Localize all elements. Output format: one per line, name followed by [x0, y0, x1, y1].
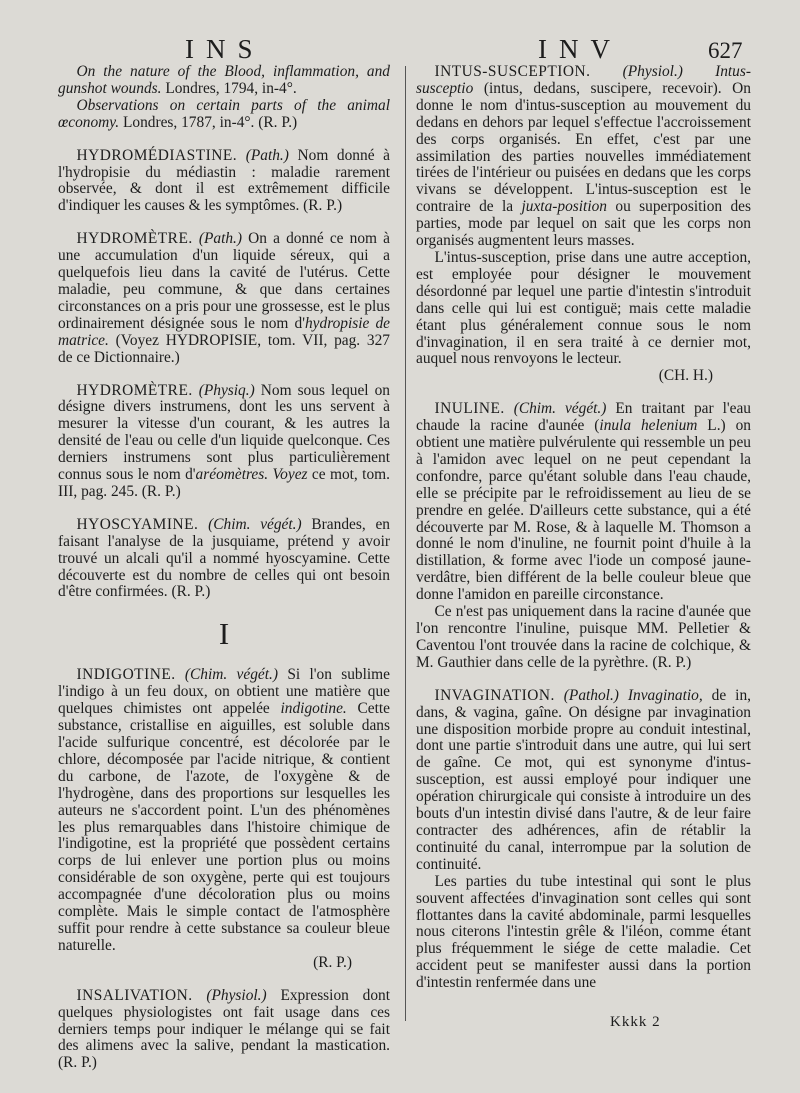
entry-hydromediastine: HYDROMÉDIASTINE. (Path.) Nom donné à l'hydropisie du médiastin : maladie rarement observée, & dont il est extrêmement difficile d'indiquer les causes & les symptômes. (R. P.)	[58, 146, 390, 215]
page-number: 627	[708, 38, 743, 63]
header-right: INV	[538, 34, 622, 64]
reference-2: Observations on certain parts of the animal œconomy. Londres, 1787, in-4°. (R. P.)	[58, 96, 390, 131]
reference-continuation	[58, 64, 390, 132]
headword: HYDROMÉDIASTINE.	[76, 146, 238, 164]
entry-intus-susception: INTUS-SUSCEPTION. (Physiol.) Intus-susceptio (intus, dedans, suscipere, recevoir). On donne le nom d'intus-susception au mouvement du dedans en dehors par lequel s'effectue l'accroissement des corps organisés. En effet, c'est par une assimilation des parties nouvelles immédiatement tirées de l'intérieur ou puisées en dedans que les corps vivans se développent. L'intus-susception est le contraire de la juxta-position ou superposition des parties, mode par lequel on sait que les corps non organisés augmentent leurs masses. L'intus-susception, prise dans une autre acception, est employée pour désigner le mouvement désordonné par lequel une partie d'intestin s'introduit dans celle qui lui est contiguë; mais cette maladie étant plus généralement connue sous le nom d'invagination, il en sera traité à ce dernier mot, auquel nous renvoyons le lecteur. (CH. H.)	[416, 63, 751, 385]
entry-inuline: INULINE. (Chim. végét.) En traitant par l'eau chaude la racine d'aunée (inula helenium L.) on obtient une matière pulvérulente qui ressemble un peu à l'amidon avec lequel on ne peut cependant la confondre, parce qu'étant soluble dans l'eau chaude, elle se précipite par le refroidissement au lieu de se prendre en gelée. D'ailleurs cette substance, qui a été découverte par M. Rose, & à laquelle M. Thomson a donné le nom d'inuline, ne fournit point d'huile à la distillation, & forme avec l'iode un composé jaune-verdâtre, bien différent de la belle couleur bleue que donne l'amidon en pareille circonstance. Ce n'est pas uniquement dans la racine d'aunée que l'on rencontre l'inuline, puisque MM. Pelletier & Caventou l'ont trouvée dans la racine de colchique, & M. Gauthier dans celle de la pyrèthre. (R. P.)	[416, 400, 752, 671]
entry-indigotine: INDIGOTINE. (Chim. végét.) Si l'on sublime l'indigo à un feu doux, on obtient une matière que quelques chimistes ont appelée indigotine. Cette substance, cristallise en aiguilles, est soluble dans l'acide sulfurique concentré, est décolorée par le chlore, décomposée par l'acide nitrique, & contient du carbone, de l'azote, de l'oxygène & de l'hydrogène, dans des proportions sur lesquelles les auteurs ne s'accordent point. L'un des phénomènes les plus remarquables dans l'histoire chimique de l'indigotine, est la propriété que possèdent certains corps de lui enlever une portion plus ou moins considérable de son oxygène, perte qui est toujours accompagnée d'une décoloration plus ou moins complète. Mais le simple contact de l'atmosphère suffit pour rendre à cette substance sa couleur bleue naturelle. (R. P.)	[58, 666, 390, 971]
headword: INVAGINATION.	[434, 686, 555, 704]
left-column	[58, 64, 390, 1088]
signature: (CH. H.)	[658, 367, 713, 385]
reference-1: On the nature of the Blood, inflammation, and gunshot wounds. Londres, 1794, in-4°.	[58, 63, 390, 97]
entry-hydrometre-physique: HYDROMÈTRE. (Physiq.) Nom sous lequel on désigne divers instrumens, dont les uns servent à mesurer la vitesse d'un courant, & les autres la densité de l'eau ou celle d'un liquide quelconque. Ces derniers instrumens sont plus particulièrement connus sous le nom d'aréomètres. Voyez ce mot, tom. III, pag. 245. (R. P.)	[58, 381, 390, 500]
headword: INSALIVATION.	[76, 986, 193, 1004]
headword: INULINE.	[434, 400, 505, 418]
headword: HYDROMÈTRE.	[76, 230, 193, 248]
paragraph: L'intus-susception, prise dans une autre acception, est employée pour désigner le mouvement désordonné par lequel une partie d'intestin s'introduit dans celle qui lui est contiguë; mais cette maladie étant plus généralement connue sous le nom d'invagination, il en sera traité à ce dernier mot, auquel nous renvoyons le lecteur.	[416, 248, 751, 368]
headword: HYOSCYAMINE.	[76, 515, 199, 533]
catchword: Kkkk 2	[610, 1014, 661, 1030]
paragraph: Les parties du tube intestinal qui sont le plus souvent affectées d'invagination sont celles qui sont flottantes dans la cavité abdominale, parmi lesquelles nous citerons l'intestin grêle & l'iléon, comme étant plus fréquemment le siége de cette maladie. Cet accident peut se manifester aussi dans la portion d'intestin renfermée dans une	[416, 872, 751, 992]
headword: INTUS-SUSCEPTION.	[434, 63, 591, 80]
column-rule	[405, 66, 406, 1021]
headword: INDIGOTINE.	[76, 666, 176, 684]
signature: (R. P.)	[313, 953, 352, 971]
entry-hydrometre: HYDROMÈTRE. (Path.) On a donné ce nom à une accumulation d'un liquide séreux, qui a quelquefois lieu dans la cavité de l'utérus. Cette maladie, peu commune, & que dans certaines circonstances on a pris pour une grossesse, est le plus ordinairement désignée sous le nom d'hydropisie de matrice. (Voyez HYDROPISIE, tom. VII, pag. 327 de ce Dictionnaire.)	[58, 230, 390, 366]
headword: HYDROMÈTRE.	[76, 381, 193, 399]
right-column	[416, 64, 751, 1008]
entry-hyoscyamine: HYOSCYAMINE. (Chim. végét.) Brandes, en faisant l'analyse de la jusquiame, prétend y avoir trouvé un alcali qu'il a nommé hyoscyamine. Cette découverte est du nombre de celles qui ont besoin d'être confirmées. (R. P.)	[58, 515, 390, 601]
paragraph: Ce n'est pas uniquement dans la racine d'aunée que l'on rencontre l'inuline, puisque MM. Pelletier & Caventou l'ont trouvée dans la racine de colchique, & M. Gauthier dans celle de la pyrèthre. (R. P.)	[416, 603, 751, 671]
section-letter: I	[218, 616, 230, 652]
entry-insalivation: INSALIVATION. (Physiol.) Expression dont quelques physiologistes ont fait usage dans ces derniers temps pour indiquer le mélange qui se fait des alimens avec la salive, pendant la mastication. (R. P.)	[58, 986, 390, 1072]
header-left: INS	[185, 34, 265, 64]
entry-invagination: INVAGINATION. (Pathol.) Invaginatio, de in, dans, & vagina, gaîne. On désigne par invagination une disposition morbide propre au conduit intestinal, dont une partie s'introduit dans une autre, qui lui sert de gaîne. Ce mot, qui est synonyme d'intus-susception, est aussi employé pour indiquer une opération chirurgicale qui consiste à introduire un des bouts d'un intestin divisé dans l'autre, & de leur faire contracter des adhérences, afin de rétablir la continuité du canal, interrompue par la solution de continuité. Les parties du tube intestinal qui sont le plus souvent affectées d'invagination sont celles qui sont flottantes dans la cavité abdominale, parmi lesquelles nous citerons l'intestin grêle & l'iléon, comme étant plus fréquemment le siége de cette maladie. Cet accident peut se manifester aussi dans la portion d'intestin renfermée dans une	[416, 686, 751, 992]
